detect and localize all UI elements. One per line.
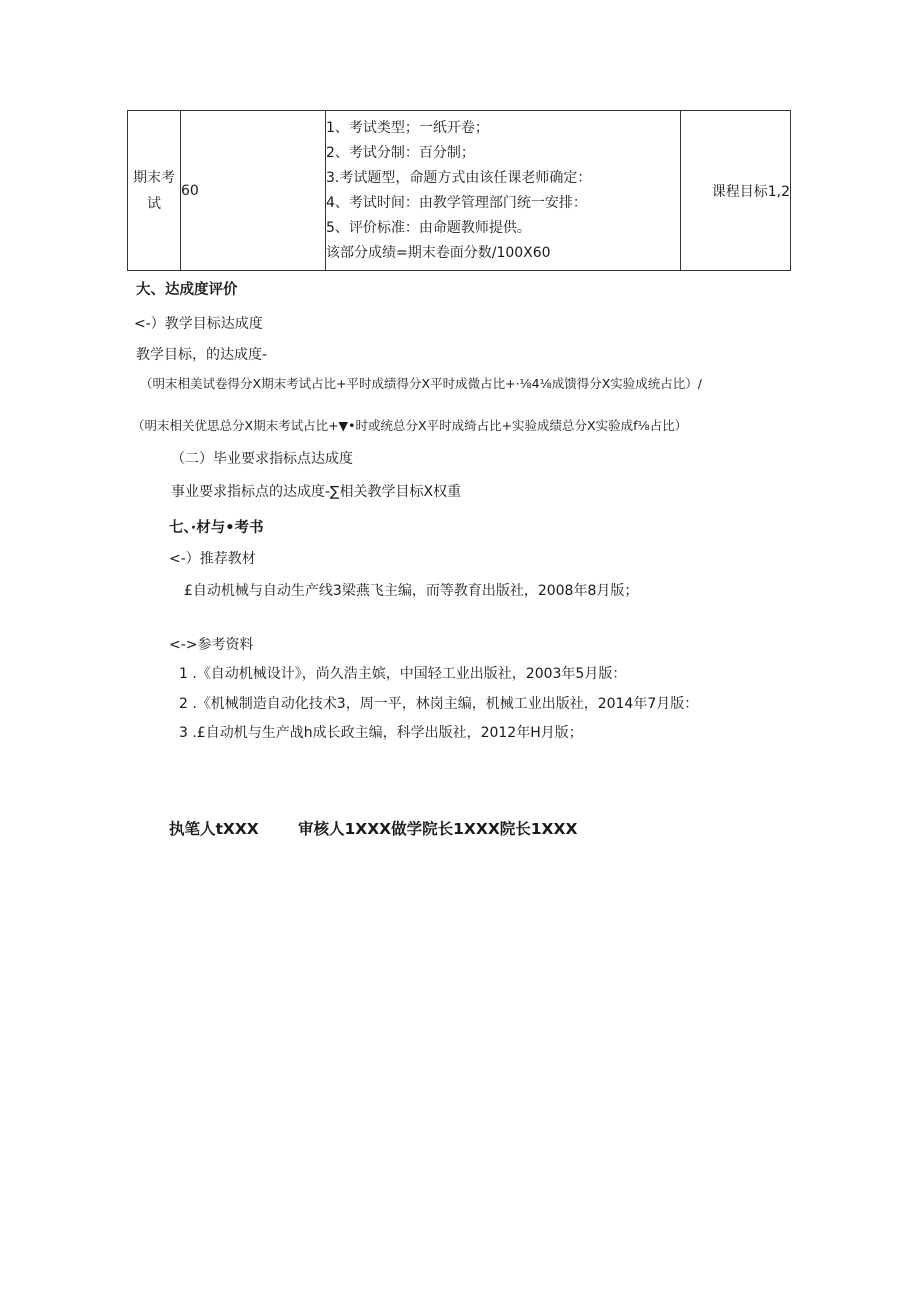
formula-numerator: （明末相美试卷得分X期末考试占比+平时成绩得分X平时成微占比+·⅛4⅛成馈得分X实验成统占比）/ bbox=[140, 376, 703, 391]
detail-line: 3.考试题型，命题方式由该任课老师确定： bbox=[326, 169, 592, 186]
detail-line: 2、考试分制：百分制； bbox=[326, 144, 475, 161]
subsection-heading: <-）推荐教材 bbox=[169, 551, 256, 567]
final-exam-table bbox=[127, 110, 791, 271]
subsection-heading: <->参考资料 bbox=[169, 637, 254, 653]
section-heading: 七、·材与•考书 bbox=[169, 520, 264, 536]
course-target-cell: 课程目标1,2 bbox=[681, 111, 791, 271]
detail-line: 1、考试类型；一纸开卷； bbox=[326, 119, 489, 136]
paragraph: 教学目标，的达成度- bbox=[136, 347, 268, 363]
table-row bbox=[128, 111, 791, 271]
detail-line: 4、考试时间：由教学管理部门统一安排： bbox=[326, 194, 587, 211]
assessment-weight-cell: 60 bbox=[181, 111, 326, 271]
reference-entry: 1 .《自动机械设计》，尚久浩主嫔，中国轻工业出版社，2003年5月版： bbox=[179, 666, 627, 682]
reviewer-signatures: 审核人1XXX做学院长1XXX院长1XXX bbox=[298, 820, 578, 838]
reference-entry: 2 .《机械制造自动化技术3，周一平，林岗主编，机械工业出版社，2014年7月版： bbox=[179, 696, 699, 712]
formula-denominator: （明末相关优思总分X期末考试占比+▼•时或统总分X平时成绮占比+实验成绩总分X实验成f⅛占比） bbox=[132, 418, 688, 433]
subsection-heading: <-）教学目标达成度 bbox=[134, 316, 263, 332]
reference-entry: 3 .£自动机与生产战h成长政主编，科学出版社，2012年H月版； bbox=[179, 725, 583, 741]
author-signature: 执笔人tXXX bbox=[169, 820, 259, 838]
paragraph: 事业要求指标点的达成度-∑相关教学目标X权重 bbox=[171, 484, 462, 500]
textbook-entry: £自动机械与自动生产线3梁燕飞主编，而等教育出版社，2008年8月版； bbox=[184, 583, 639, 599]
subsection-heading: （二）毕业要求指标点达成度 bbox=[171, 451, 353, 467]
detail-line: 5、评价标准：由命题教师提供。 bbox=[326, 219, 531, 236]
assessment-name-cell: 期末考试 bbox=[128, 111, 181, 271]
section-heading: 大、达成度评价 bbox=[136, 282, 238, 298]
detail-line: 该部分成绩=期末卷面分数/100X60 bbox=[326, 244, 551, 261]
assessment-detail-cell bbox=[326, 111, 681, 271]
